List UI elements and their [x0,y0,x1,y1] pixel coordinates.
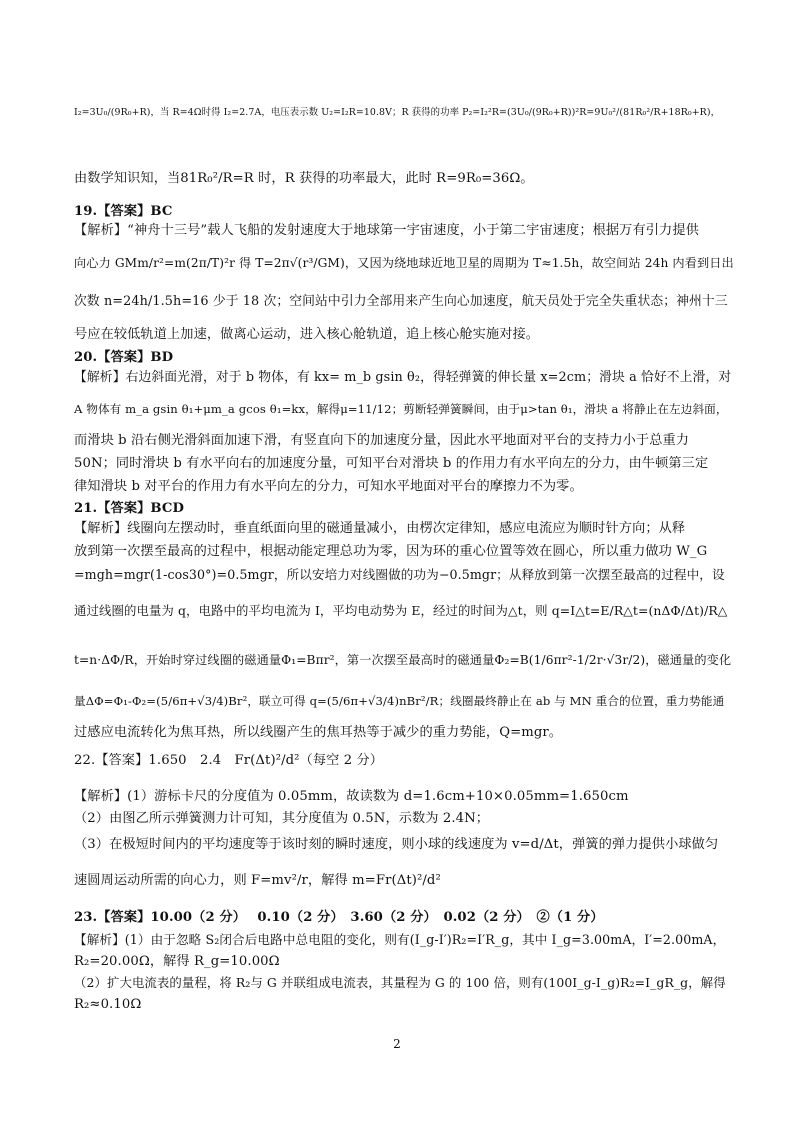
answer-heading-22: 22.【答案】1.650 2.4 Fr(Δt)²/d²（每空 2 分） [74,753,384,768]
text-line: A 物体有 m_a gsin θ₁+μm_a gcos θ₁=kx，解得μ=11/12；剪断轻弹簧瞬间，由于μ>tan θ₁，滑块 a 将静止在左边斜面， [74,402,728,416]
answer-heading-20: 20.【答案】BD [74,350,174,365]
text-line: I₂=3U₀/(9R₀+R)，当 R=4Ω时得 I₂=2.7A，电压表示数 U₂=I₂R=10.8V；R 获得的功率 P₂=I₂²R=(3U₀/(9R₀+R))²R=9U₀²/(81R₀²/R+18R₀+R)， [74,107,721,118]
text-line: 速圆周运动所需的向心力，则 F=mv²/r，解得 m=Fr(Δt)²/d² [74,873,441,888]
text-line: 【解析】(1）由于忽略 S₂闭合后电路中总电阻的变化，则有(I_g-I′)R₂=I′R_g，其中 I_g=3.00mA，I′=2.00mA， [74,932,726,947]
text-line: 【解析】“神舟十三号”载人飞船的发射速度大于地球第一宇宙速度，小于第二宇宙速度；根据万有引力提供 [74,223,699,238]
text-line: 号应在较低轨道上加速，做离心运动，进入核心舱轨道，追上核心舱实施对接。 [74,327,540,342]
text-line: 过感应电流转化为焦耳热，所以线圈产生的焦耳热等于减少的重力势能，Q=mgr。 [74,725,563,740]
text-line: 【解析】线圈向左摆动时，垂直纸面向里的磁通量减小，由楞次定律知，感应电流应为顺时针方向；从释 [74,521,686,536]
text-line: 次数 n=24h/1.5h=16 少于 18 次；空间站中引力全部用来产生向心加速度，航天员处于完全失重状态；神州十三 [74,294,728,309]
text-line: 向心力 GMm/r²=m(2π/T)²r 得 T=2π√(r³/GM)，又因为绕地球近地卫星的周期为 T≈1.5h，故空间站 24h 内看到日出 [74,256,734,270]
text-line: =mgh=mgr(1-cos30°)=0.5mgr，所以安培力对线圈做的功为−0.5mgr；从释放到第一次摆至最高的过程中，设 [74,567,725,582]
text-line: 50N；同时滑块 b 有水平向右的加速度分量，可知平台对滑块 b 的作用力有水平向左的分力，由牛顿第三定 [74,456,709,471]
text-line: 通过线圈的电量为 q，电路中的平均电流为 I，平均电动势为 E，经过的时间为△t，则 q=I△t=E/R△t=(nΔΦ/Δt)/R△ [74,603,728,618]
text-line: （2）由图乙所示弹簧测力计可知，其分度值为 0.5N，示数为 2.4N； [74,811,490,826]
answer-heading-23: 23.【答案】10.00（2 分） 0.10（2 分） 3.60（2 分） 0.02（2 分） ②（1 分） [74,910,604,925]
answer-heading-19: 19.【答案】BC [74,204,173,219]
text-line: 【解析】右边斜面光滑，对于 b 物体，有 kx= m_b gsin θ₂，得轻弹簧的伸长量 x=2cm；滑块 a 恰好不上滑，对 [74,370,732,385]
page-number: 2 [393,1037,401,1051]
text-line: t=n·ΔΦ/R，开始时穿过线圈的磁通量Φ₁=Bπr²，第一次摆至最高时的磁通量Φ₂=B(1/6πr²-1/2r·√3r/2)，磁通量的变化 [74,653,732,667]
text-line: 律知滑块 b 对平台的作用力有水平向左的分力，可知水平地面对平台的摩擦力不为零。 [74,479,583,494]
answer-heading-21: 21.【答案】BCD [74,501,185,516]
text-line: R₂=20.00Ω，解得 R_g=10.00Ω [74,954,280,969]
text-line: （3）在极短时间内的平均速度等于该时刻的瞬时速度，则小球的线速度为 v=d/Δt，弹簧的弹力提供小球做匀 [74,837,719,852]
text-line: （2）扩大电流表的量程，将 R₂与 G 并联组成电流表，其量程为 G 的 100 倍，则有(100I_g-I_g)R₂=I_gR_g，解得 [74,975,726,990]
text-line: 量ΔΦ=Φ₁-Φ₂=(5/6π+√3/4)Br²，联立可得 q=(5/6π+√3/4)nBr²/R；线圈最终静止在 ab 与 MN 重合的位置，重力势能通 [74,694,725,708]
text-line: 放到第一次摆至最高的过程中，根据动能定理总功为零，因为环的重心位置等效在圆心，所以重力做功 W_G [74,544,708,559]
text-line: 【解析】(1）游标卡尺的分度值为 0.05mm，故读数为 d=1.6cm+10×0.05mm=1.650cm [74,789,629,804]
text-line: R₂≈0.10Ω [74,997,142,1012]
text-line: 而滑块 b 沿右侧光滑斜面加速下滑，有竖直向下的加速度分量，因此水平地面对平台的支持力小于总重力 [74,433,690,448]
text-line: 由数学知识知，当81R₀²/R=R 时，R 获得的功率最大，此时 R=9R₀=36Ω。 [74,171,534,186]
